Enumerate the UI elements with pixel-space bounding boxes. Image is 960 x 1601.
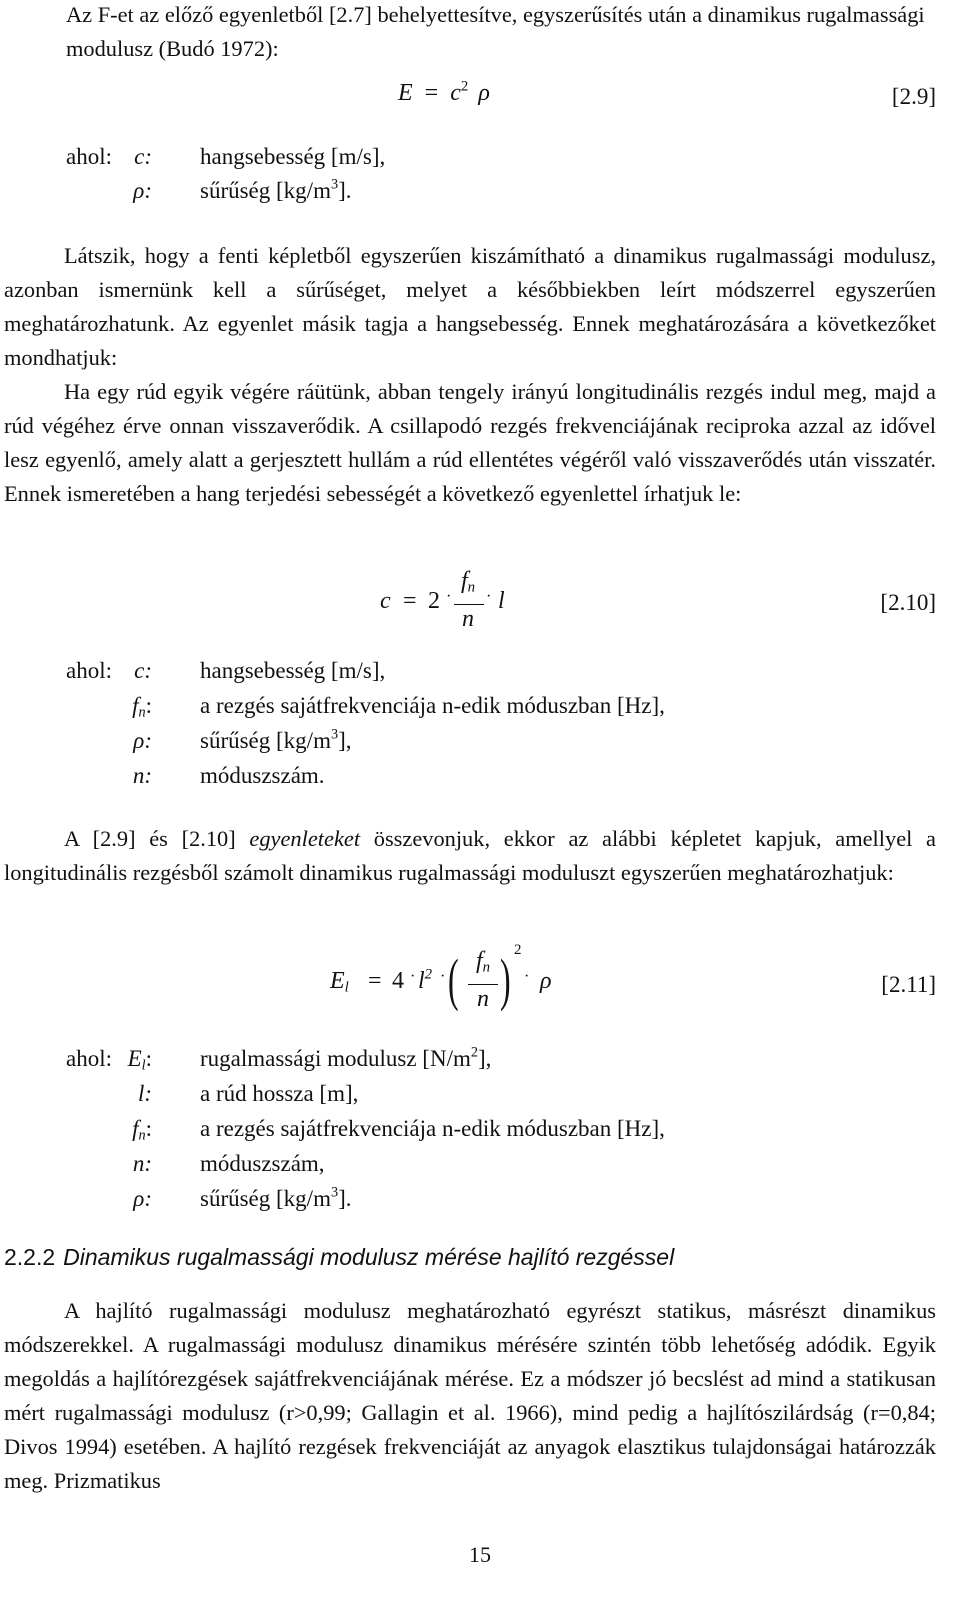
def-symbol: n: <box>132 763 152 788</box>
def-description <box>200 728 352 754</box>
eq-denominator: n <box>477 986 489 1012</box>
def-description: hangsebesség [m/s], <box>200 144 386 169</box>
eq-denominator: n <box>462 606 474 632</box>
eq-exponent: 2 <box>460 78 469 95</box>
paragraph-text: Látszik, hogy a fenti képletből egyszerűen kiszámítható a dinamikus rugalmassági modulusz, azonban ismernünk kell a sűrűséget, melyet a későbbiekben leírt módszerrel egyszerűen meghatározhatunk. Az egyenlet másik tagja a hangsebesség. Ennek meghatározására a következőket mondhatjuk: <box>4 243 936 370</box>
eq-numerator <box>466 948 500 975</box>
def-colon: : <box>145 1116 152 1141</box>
def-subscript: l <box>141 1057 146 1074</box>
def-exponent: 2 <box>470 1044 478 1061</box>
def-subscript: n <box>138 1127 146 1144</box>
eq-operator: = <box>424 80 439 106</box>
eq-dot: · <box>486 588 492 605</box>
eq-symbol: f <box>460 568 468 594</box>
eq-symbol: f <box>475 948 483 974</box>
def-description <box>200 178 352 204</box>
eq-dot: · <box>410 968 416 985</box>
eq-dot: · <box>446 588 452 605</box>
body-paragraph <box>4 239 936 375</box>
paragraph-text: A hajlító rugalmassági modulusz meghatározható egyrészt statikus, másrészt dinamikus módszerekkel. A rugalmassági modulusz dinamikus mérésére szintén több lehetőség adódik. Egyik megoldás a hajlítórezgések sajátfrekvenciájának mérése. Ez a módszer jó becslést ad mind a statikusan mért rugalmassági modulusz (r>0,99; Gallagin et al. 1966), mind pedig a hajlítószilárdság (r=0,84; Divos 1994) esetében. A hajlító rezgések frekvenciáját az anyagok elasztikus tulajdonságai határozzák meg. Prizmatikus <box>4 1298 936 1493</box>
def-text: rugalmassági modulusz [N/m <box>200 1046 471 1071</box>
eq-subscript: n <box>482 959 491 976</box>
intro-paragraph <box>66 0 936 66</box>
def-exponent: 3 <box>330 726 339 743</box>
equation-number: [2.10] <box>880 590 936 615</box>
eq-symbol: l <box>498 588 505 614</box>
equation-number: [2.11] <box>881 972 936 997</box>
def-description: a rezgés sajátfrekvenciája n-edik móduszban [Hz], <box>200 1116 665 1141</box>
def-colon: : <box>145 1046 152 1071</box>
def-symbol-text: f <box>132 1116 139 1141</box>
def-text: sűrűség [kg/m <box>200 178 331 203</box>
body-paragraph <box>4 822 936 890</box>
def-symbol: n: <box>132 1151 152 1176</box>
equation-2-9 <box>398 80 490 107</box>
eq-symbol: ρ <box>478 80 490 106</box>
section-heading <box>4 1244 674 1271</box>
right-paren: ) <box>500 947 511 1012</box>
def-symbol <box>62 1046 152 1072</box>
def-text: ], <box>477 1046 492 1071</box>
def-description: móduszszám. <box>200 763 325 788</box>
eq-subscript: l <box>344 979 349 996</box>
def-text: sűrűség [kg/m <box>200 728 331 753</box>
equation-number: [2.9] <box>891 84 936 109</box>
intro-text: Az F-et az előző egyenletből [2.7] behelyettesítve, egyszerűsítés után a dinamikus rugalmassági modulusz (Budó 1972): <box>66 2 925 61</box>
body-paragraph <box>4 375 936 511</box>
eq-symbol <box>418 968 432 995</box>
def-symbol: c: <box>134 144 152 169</box>
def-exponent: 3 <box>330 1184 339 1201</box>
eq-symbol-text: E <box>330 968 345 994</box>
eq-number: 2 <box>428 588 440 614</box>
def-symbol <box>62 1116 152 1142</box>
def-text: sűrűség [kg/m <box>200 1186 331 1211</box>
def-text: ], <box>338 728 352 753</box>
def-symbol: l: <box>137 1081 152 1106</box>
paragraph-text: A [2.9] és [2.10] <box>64 826 250 851</box>
def-description <box>200 1046 491 1072</box>
def-symbol-text: E <box>127 1046 142 1071</box>
body-paragraph <box>4 1294 936 1498</box>
def-description: a rezgés sajátfrekvenciája n-edik móduszban [Hz], <box>200 693 665 718</box>
eq-numerator <box>452 568 484 595</box>
def-text: ]. <box>338 178 352 203</box>
def-description: hangsebesség [m/s], <box>200 658 386 683</box>
section-title: Dinamikus rugalmassági modulusz mérése hajlító rezgéssel <box>63 1244 675 1270</box>
def-symbol: ρ: <box>133 728 152 753</box>
def-symbol: ρ: <box>133 178 152 203</box>
eq-symbol: ρ <box>540 968 552 994</box>
def-colon: : <box>145 693 152 718</box>
def-text: ]. <box>338 1186 352 1211</box>
eq-symbol: E <box>398 80 413 106</box>
eq-dot: · <box>524 968 530 985</box>
ahol-label: ahol: <box>66 1046 112 1071</box>
eq-subscript: n <box>467 579 476 596</box>
def-symbol <box>62 693 152 719</box>
def-subscript: n <box>138 704 146 721</box>
ahol-label: ahol: <box>66 144 112 169</box>
ahol-label: ahol: <box>66 658 112 683</box>
paragraph-text: Ha egy rúd egyik végére ráütünk, abban tengely irányú longitudinális rezgés indul meg, majd a rúd végéhez érve onnan visszaverődik. A csillapodó rezgés frekvenciájának reciproka azzal az idővel lesz egyenlő, amely alatt a gerjesztett hullám a rúd ellentétes végéről való visszaverődés után visszatér. Ennek ismeretében a hang terjedési sebességét a következő egyenlettel írhatjuk le: <box>4 379 936 506</box>
def-symbol-text: f <box>132 693 139 718</box>
eq-operator: = <box>403 588 417 614</box>
def-description: a rúd hossza [m], <box>200 1081 359 1106</box>
eq-symbol-text: l <box>418 968 425 994</box>
paragraph-italic: egyenleteket <box>249 826 361 851</box>
def-exponent: 3 <box>330 176 339 193</box>
eq-operator: = <box>368 968 382 994</box>
left-paren: ( <box>448 947 459 1012</box>
eq-exponent: 2 <box>424 966 433 983</box>
paragraph-text: összevonjuk, ekkor az alábbi képletet kapjuk, amellyel a longitudinális rezgésből számolt dinamikus rugalmassági moduluszt egyszerűen meghatározhatjuk: <box>4 826 936 885</box>
page-number: 15 <box>469 1542 491 1567</box>
def-description: móduszszám, <box>200 1151 325 1176</box>
def-description <box>200 1186 352 1212</box>
def-symbol: c: <box>134 658 152 683</box>
eq-symbol <box>330 968 349 995</box>
section-number: 2.2.2 <box>4 1244 56 1270</box>
eq-symbol: c <box>380 588 391 614</box>
eq-symbol: c <box>450 80 461 106</box>
def-symbol: ρ: <box>133 1186 152 1211</box>
eq-dot: · <box>440 968 446 985</box>
eq-number: 4 <box>392 968 404 994</box>
eq-exponent: 2 <box>514 942 522 958</box>
